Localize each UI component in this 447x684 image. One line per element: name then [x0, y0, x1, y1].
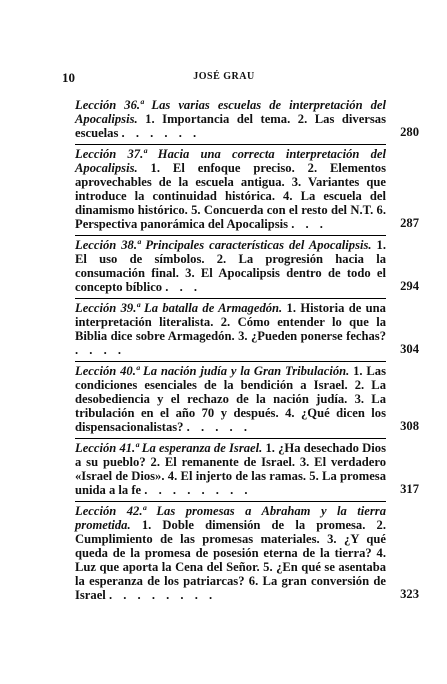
toc-entry-37 — [75, 144, 419, 235]
page-reference: 317 — [400, 482, 419, 496]
lesson-title: Principales características del Apocalipsis. — [145, 238, 372, 252]
page-reference: 308 — [400, 419, 419, 433]
lesson-title: Hacia una correcta interpretación del Apocalipsis. — [75, 147, 386, 175]
leader-dots: . . . . . . . . — [144, 483, 252, 497]
lesson-label: Lección 38.ª — [75, 238, 141, 252]
page-reference: 294 — [400, 279, 419, 293]
lesson-topics: 1. Importancia del tema. 2. Las diversas escuelas — [75, 112, 386, 140]
toc-entry-38 — [75, 235, 419, 298]
lesson-label: Lección 36.ª — [75, 98, 144, 112]
lesson-label: Lección 41.ª — [75, 441, 139, 455]
lesson-label: Lección 42.ª — [75, 504, 146, 518]
lesson-title: La esperanza de Israel. — [141, 441, 263, 455]
leader-dots: . . . — [165, 280, 202, 294]
page-header — [62, 70, 386, 86]
toc-entry-41 — [75, 438, 419, 501]
lesson-title: Las promesas a Abraham y la tierra prometida. — [75, 504, 386, 532]
table-of-contents — [75, 96, 419, 606]
page-reference: 280 — [400, 125, 419, 139]
page-number: 10 — [62, 70, 75, 85]
leader-dots: . . . . . . . . — [108, 588, 217, 602]
toc-entry-39 — [75, 298, 419, 361]
toc-entry-42 — [75, 501, 419, 606]
lesson-topics: 1. Las condiciones esenciales de la bendición a Israel. 2. La desobediencia y el rechazo de la nación judía. 3. La tribulación en el año 70 y después. 4. ¿Qué dicen los dispensacionalistas? — [75, 364, 387, 434]
lesson-title: La batalla de Armagedón. — [144, 301, 283, 315]
lesson-title: La nación judía y la Gran Tribulación. — [143, 364, 350, 378]
lesson-topics: 1. El uso de símbolos. 2. La progresión hacia la consumación final. 3. El Apocalipsis dentro de todo el concepto bíblico — [75, 238, 386, 294]
leader-dots: . . . . . — [186, 420, 251, 434]
toc-entry-40 — [75, 361, 419, 438]
lesson-topics: 1. Historia de una interpretación literalista. 2. Cómo entender lo que la Biblia dice sobre Armagedón. 3. ¿Pueden ponerse fechas? — [75, 301, 386, 343]
lesson-topics: 1. Doble dimensión de la promesa. 2. Cumplimiento de las promesas materiales. 3. ¿Y qué queda de la promesa de posesión eterna de la tierra? 4. Luz que aporta la Cena del Señor. 5. ¿En qué se asentaba la esperanza de los patriarcas? 6. La gran conversión de Israel — [75, 518, 386, 602]
lesson-label: Lección 39.ª — [75, 301, 140, 315]
leader-dots: . . . — [291, 217, 327, 231]
page-reference: 287 — [400, 216, 419, 230]
toc-entry-36 — [75, 96, 419, 144]
lesson-topics: 1. El enfoque preciso. 2. Elementos aprovechables de la escuela antigua. 3. Variantes que introduce la continuidad histórica. 4. La escuela del dinamismo histórico. 5. Concuerda con el resto del N.T. 6. Perspectiva panorámica del Apocalipsis — [75, 161, 386, 231]
page-reference: 323 — [400, 587, 419, 601]
leader-dots: . . . . — [75, 343, 126, 357]
lesson-label: Lección 40.ª — [75, 364, 140, 378]
lesson-topics: 1. ¿Ha desechado Dios a su pueblo? 2. El remanente de Israel. 3. El verdadero «Israel de Dios». 4. El injerto de las ramas. 5. La promesa unida a la fe — [75, 441, 386, 497]
running-head: JOSÉ GRAU — [193, 71, 255, 82]
page-reference: 304 — [400, 342, 419, 356]
lesson-title: Las varias escuelas de interpretación del Apocalipsis. — [75, 98, 386, 126]
lesson-label: Lección 37.ª — [75, 147, 147, 161]
leader-dots: . . . . . . — [121, 126, 201, 140]
